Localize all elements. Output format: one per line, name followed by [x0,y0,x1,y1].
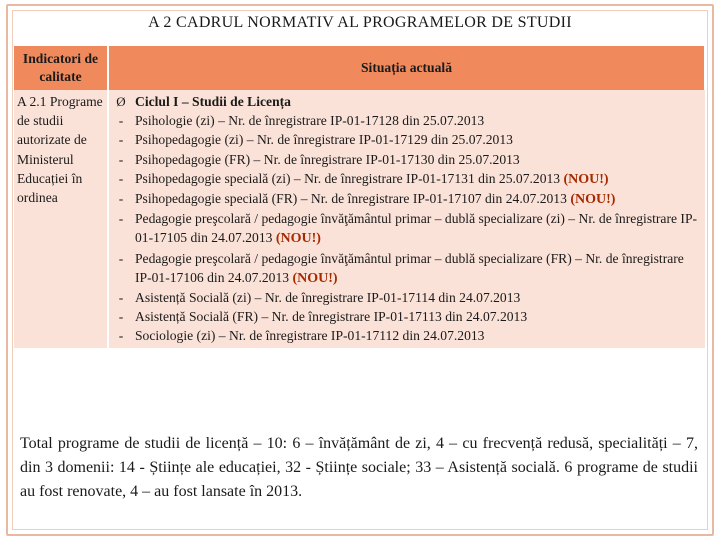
list-item [111,326,701,345]
dash-bullet-icon: - [118,151,124,167]
list-item [111,189,701,209]
dash-bullet-icon: - [118,290,124,306]
program-text: Pedagogie preşcolară / pedagogie învăţământul primar – dublă specializare (FR) – Nr. de înregistrare IP-01-17106 din 24.07.2013 [135,250,684,285]
dash-bullet-icon: - [118,250,124,266]
program-list [111,92,701,346]
new-badge: (NOU!) [292,270,338,286]
list-item [111,150,701,169]
situation-cell [108,90,705,348]
list-item [111,209,701,248]
program-text: Pedagogie preşcolară / pedagogie învăţământul primar – dublă specializare (zi) – Nr. de înregistrare IP-01-17105 din 24.07.2013 [135,211,698,246]
dash-bullet-icon: - [118,211,124,227]
program-text: Psihopedagogie specială (FR) – Nr. de înregistrare IP-01-17107 din 24.07.2013 [135,191,567,207]
table-row [14,90,705,348]
quality-indicators-table [14,46,706,348]
list-item [111,111,701,130]
list-item [111,249,701,288]
new-badge: (NOU!) [275,231,321,247]
dash-bullet-icon: - [118,328,124,344]
new-badge: (NOU!) [570,192,616,208]
indicator-cell: A 2.1 Programe de studii autorizate de Ministerul Educației în ordinea [14,90,108,348]
table-header-row [14,46,705,90]
program-text: Sociologie (zi) – Nr. de înregistrare IP-01-17112 din 24.07.2013 [135,328,485,344]
program-text: Psihopedagogie specială (zi) – Nr. de înregistrare IP-01-17131 din 25.07.2013 [135,170,561,186]
program-text: Psihopedagogie (zi) – Nr. de înregistrare IP-01-17129 din 25.07.2013 [135,132,513,148]
program-text: Asistență Socială (FR) – Nr. de înregistrare IP-01-17113 din 24.07.2013 [135,309,528,325]
header-indicators: Indicatori de calitate [14,46,108,90]
dash-bullet-icon: - [118,191,124,207]
summary-paragraph: Total programe de studii de licență – 10: 6 – învățământ de zi, 4 – cu frecvență redusă, specialități – 7, din 3 domenii: 14 - Științe ale educației, 32 - Științe sociale; 33 – Asistență socială. 6 programe de studii au fost renovate, 4 – au fost lansate în 2013. [20,435,698,500]
program-text: Asistență Socială (zi) – Nr. de înregistrare IP-01-17114 din 24.07.2013 [135,290,521,306]
list-item [111,169,701,189]
new-badge: (NOU!) [563,171,609,187]
list-item [111,130,701,149]
dash-bullet-icon: - [118,113,124,129]
section-title: Ciclul I – Studii de Licența [135,94,291,109]
dash-bullet-icon: - [118,309,124,325]
list-item [111,288,701,307]
header-current-situation: Situația actuală [108,46,705,90]
program-text: Psihologie (zi) – Nr. de înregistrare IP-01-17128 din 25.07.2013 [135,113,485,129]
program-text: Psihopedagogie (FR) – Nr. de înregistrare IP-01-17130 din 25.07.2013 [135,151,520,167]
section-heading [111,92,701,111]
list-item [111,307,701,326]
dash-bullet-icon: - [118,170,124,186]
dash-bullet-icon: - [118,132,124,148]
arrow-bullet-icon: Ø [116,94,126,109]
slide-title: A 2 CADRUL NORMATIV AL PROGRAMELOR DE STUDII [148,14,572,31]
